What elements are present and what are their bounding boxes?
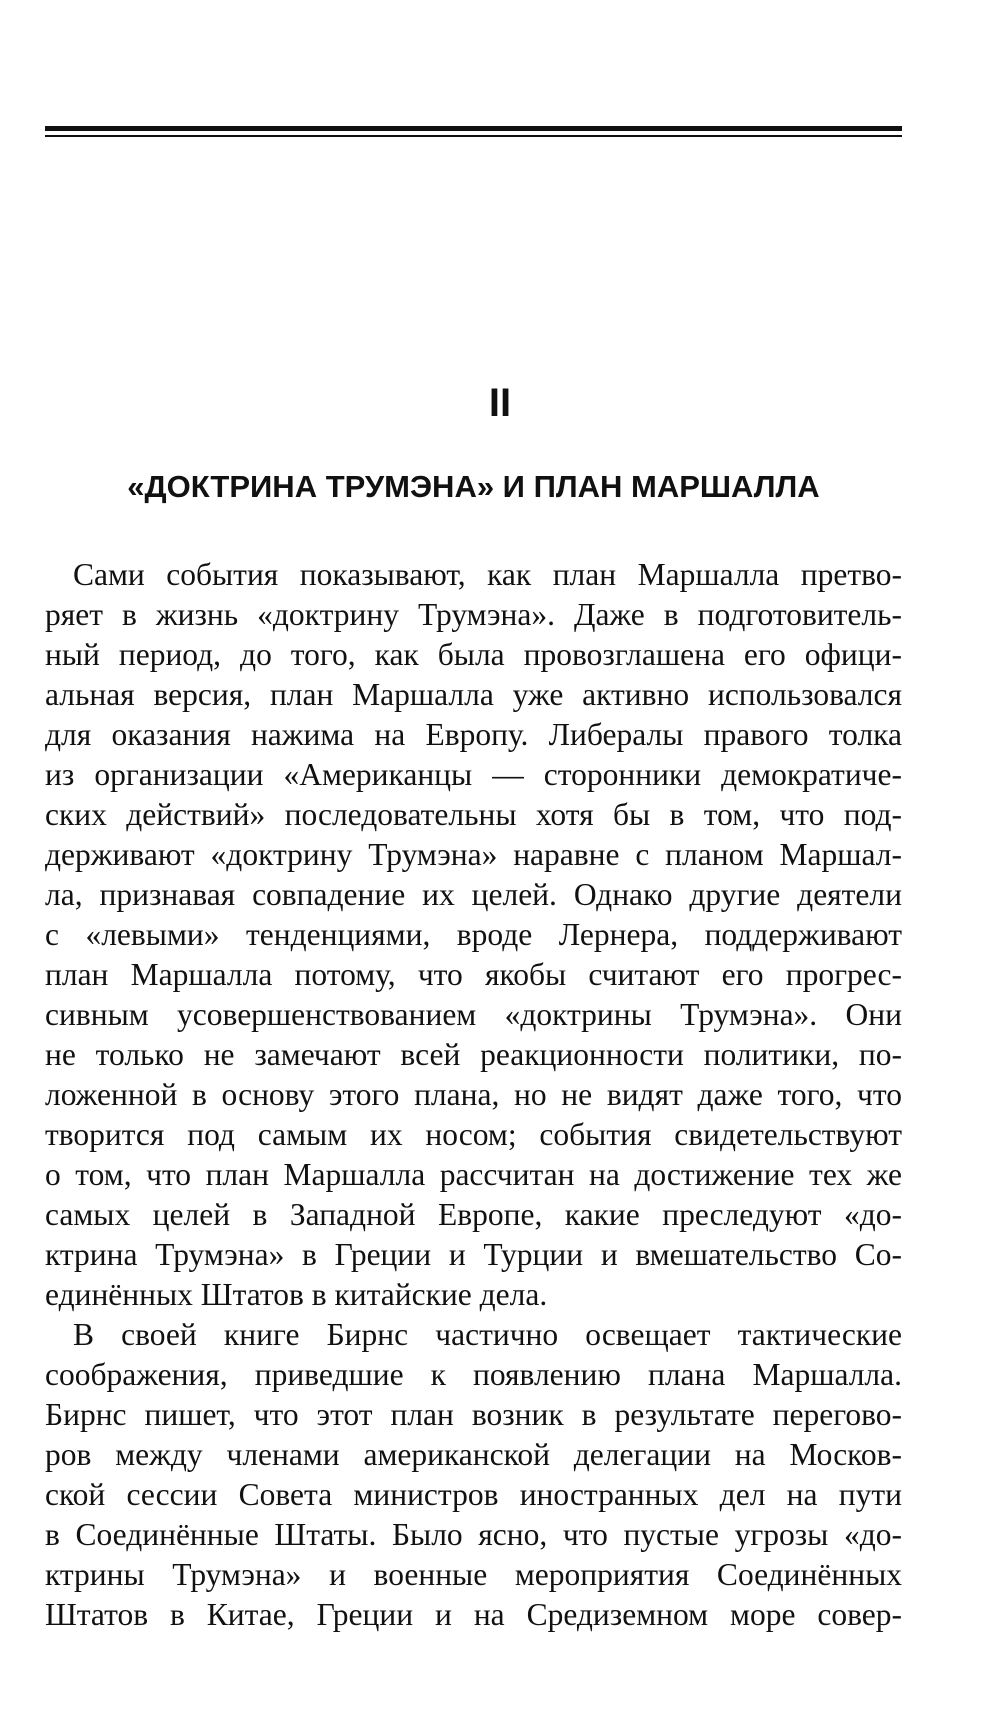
text-line: ряет в жизнь «доктрину Трумэна». Даже в подготовитель- [45, 597, 902, 632]
text-line: держивают «доктрину Трумэна» наравне с планом Маршал- [45, 837, 902, 872]
text-line: соображения, приведшие к появлению плана Маршалла. [45, 1357, 902, 1392]
text-line: творится под самым их носом; события свидетельствуют [45, 1117, 902, 1152]
text-line: для оказания нажима на Европу. Либералы правого толка [45, 717, 902, 752]
text-line: в Соединённые Штаты. Было ясно, что пустые угрозы «до- [45, 1517, 902, 1552]
header-rule-thick [45, 126, 902, 131]
text-line: с «левыми» тенденциями, вроде Лернера, поддерживают [45, 917, 902, 952]
text-line: ложенной в основу этого плана, но не видят даже того, что [45, 1077, 902, 1112]
chapter-number: II [488, 381, 512, 425]
text-line: В своей книге Бирнс частично освещает тактические [73, 1317, 902, 1352]
text-line: о том, что план Маршалла рассчитан на достижение тех же [45, 1157, 902, 1192]
text-line: ла, признавая совпадение их целей. Однако другие деятели [45, 877, 902, 912]
paragraph-1 [45, 555, 902, 1315]
text-line: ской сессии Совета министров иностранных дел на пути [45, 1477, 902, 1512]
text-line: ктрины Трумэна» и военные мероприятия Соединённых [45, 1557, 902, 1592]
text-line: не только не замечают всей реакционности политики, по- [45, 1037, 902, 1072]
text-line: ских действий» последовательны хотя бы в том, что под- [45, 797, 902, 832]
text-line: самых целей в Западной Европе, какие преследуют «до- [45, 1197, 902, 1232]
header-rule-thin [45, 135, 902, 137]
text-line: Штатов в Китае, Греции и на Средиземном море совер- [45, 1597, 902, 1632]
text-line: план Маршалла потому, что якобы считают его прогрес- [45, 957, 902, 992]
text-line: единённых Штатов в китайские дела. [45, 1277, 548, 1312]
text-line: Сами события показывают, как план Маршалла претво- [73, 557, 902, 592]
chapter-title: «ДОКТРИНА ТРУМЭНА» И ПЛАН МАРШАЛЛА [127, 469, 820, 504]
text-line: ный период, до того, как была провозглашена его офици- [45, 637, 902, 672]
text-line: ктрина Трумэна» в Греции и Турции и вмешательство Со- [45, 1237, 902, 1272]
paragraph-2 [45, 1315, 902, 1635]
text-line: альная версия, план Маршалла уже активно использовался [45, 677, 902, 712]
text-line: Бирнс пишет, что этот план возник в результате перегово- [45, 1397, 902, 1432]
text-line: из организации «Американцы — сторонники демократиче- [45, 757, 902, 792]
text-line: сивным усовершенствованием «доктрины Трумэна». Они [45, 997, 902, 1032]
text-line: ров между членами американской делегации на Москов- [45, 1437, 902, 1472]
